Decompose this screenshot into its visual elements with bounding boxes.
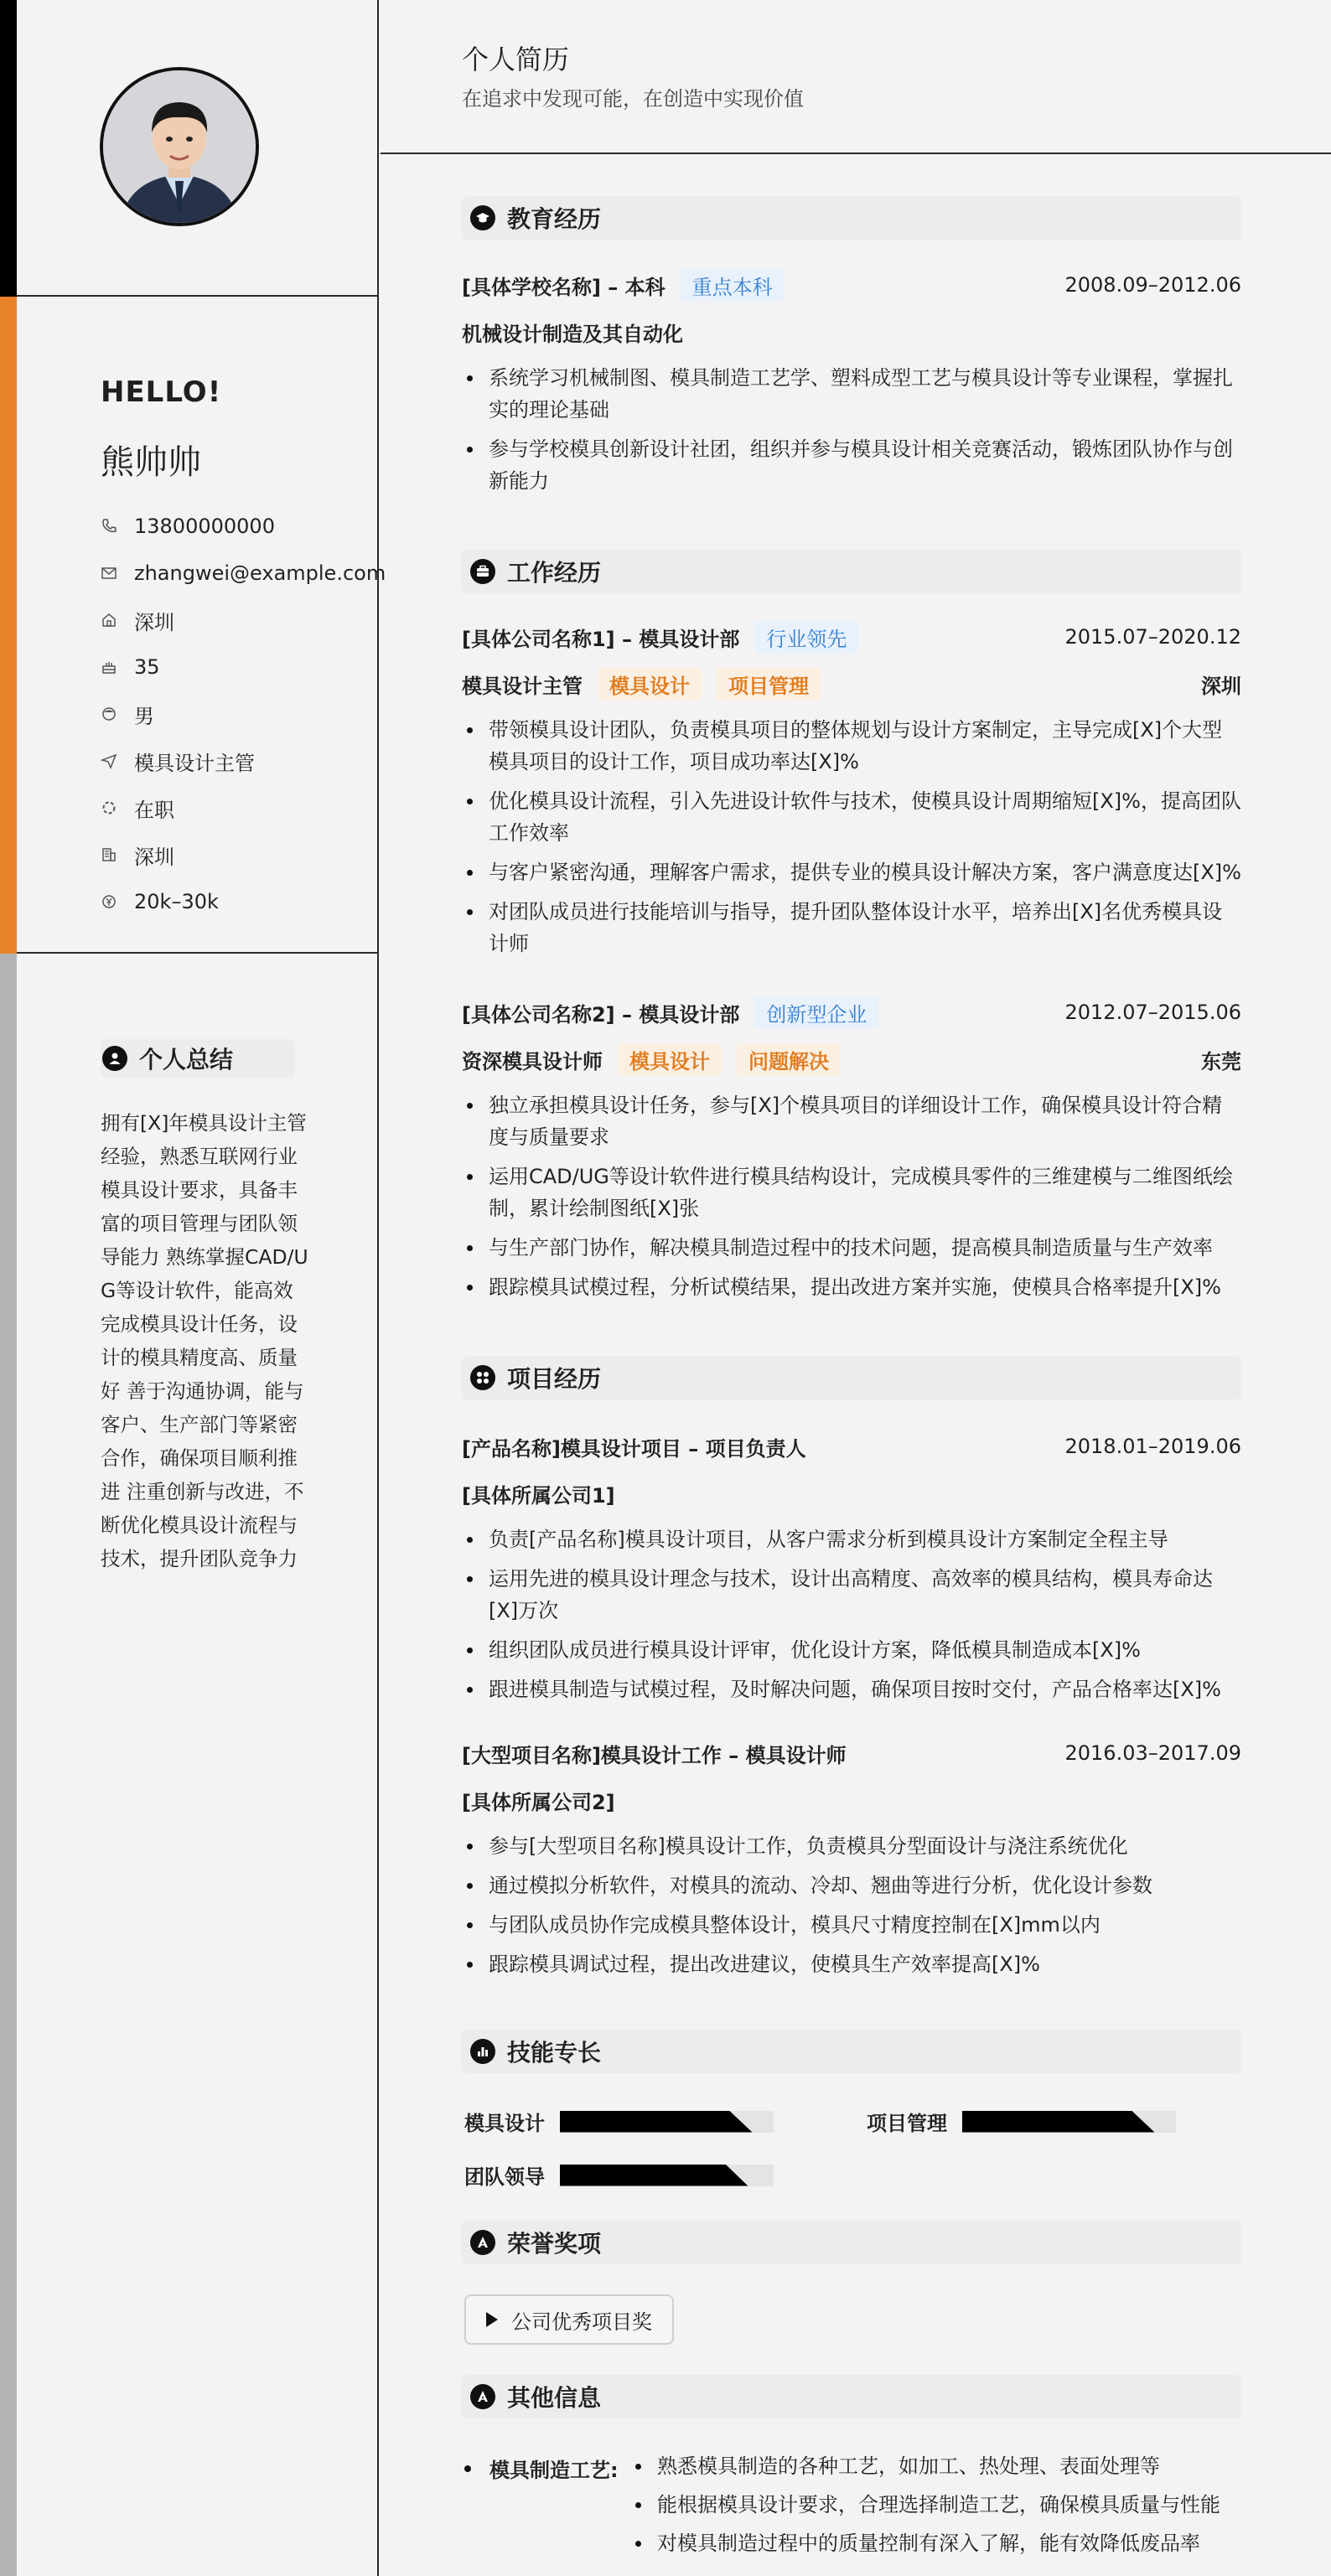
section-education-heading bbox=[462, 196, 1241, 240]
list-item: 对团队成员进行技能培训与指导，提升团队整体设计水平，培养出[X]名优秀模具设计师 bbox=[462, 896, 1241, 960]
edge-stripe-orange bbox=[0, 297, 17, 954]
section-title: 荣誉奖项 bbox=[507, 2230, 602, 2258]
other-label bbox=[464, 2454, 619, 2483]
list-item: 运用CAD/UG等设计软件进行模具结构设计，完成模具零件的三维建模与二维图纸绘制，累计绘制图纸[X]张 bbox=[462, 1161, 1241, 1224]
list-item: 独立承担模具设计任务，参与[X]个模具项目的详细设计工作，确保模具设计符合精度与质量要求 bbox=[462, 1089, 1241, 1153]
skill-bar bbox=[962, 2111, 1176, 2133]
project-name: [大型项目名称]模具设计工作 – 模具设计师 bbox=[462, 1743, 847, 1767]
contact-text: 深圳 bbox=[134, 610, 174, 634]
section-title: 教育经历 bbox=[507, 205, 602, 233]
list-item: 能根据模具设计要求，合理选择制造工艺，确保模具质量与性能 bbox=[630, 2485, 1220, 2524]
section-projects-heading bbox=[462, 1356, 1241, 1399]
list-item: 对模具制造过程中的质量控制有深入了解，能有效降低废品率 bbox=[630, 2524, 1220, 2563]
skill-bar-fill bbox=[560, 2165, 748, 2186]
job-bullets bbox=[462, 1089, 1241, 1311]
company-tag: 创新型企业 bbox=[754, 996, 878, 1029]
list-item: 与团队成员协作完成模具整体设计，模具尺寸精度控制在[X]mm以内 bbox=[462, 1909, 1241, 1941]
list-item: 与客户紧密沟通，理解客户需求，提供专业的模具设计解决方案，客户满意度达[X]% bbox=[462, 856, 1241, 888]
list-item: 运用先进的模具设计理念与技术，设计出高精度、高效率的模具结构，模具寿命达[X]万次 bbox=[462, 1563, 1241, 1627]
page-title: 个人简历 bbox=[462, 44, 570, 75]
project-bullets bbox=[462, 1830, 1241, 1988]
summary-heading bbox=[101, 1039, 295, 1078]
summary-text: 拥有[X]年模具设计主管经验，熟悉互联网行业模具设计要求，具备丰富的项目管理与团队领导能力 熟练掌握CAD/UG等设计软件，能高效完成模具设计任务，设计的模具精度高、质量好 善于沟通协调，能与客户、生产部门等紧密合作，确保项目顺利推进 注重创新与改进，不断优化模具设计流程与技术，提升团队竞争力 bbox=[101, 1111, 308, 1570]
section-title: 项目经历 bbox=[507, 1365, 602, 1393]
list-item: 系统学习机械制图、模具制造工艺学、塑料成型工艺与模具设计等专业课程，掌握扎实的理论基础 bbox=[462, 362, 1241, 426]
avatar-portrait-icon bbox=[103, 70, 256, 223]
contact-gender bbox=[101, 691, 386, 737]
contact-text: 35 bbox=[134, 655, 160, 679]
contact-list bbox=[101, 503, 386, 925]
contact-text: 深圳 bbox=[134, 845, 174, 869]
skill-name: 模具设计 bbox=[464, 2112, 545, 2135]
project-bullets bbox=[462, 1523, 1241, 1713]
school-name: [具体学校名称] – 本科 bbox=[462, 275, 666, 299]
cake-icon bbox=[101, 659, 134, 675]
project-date: 2016.03–2017.09 bbox=[1064, 1741, 1241, 1765]
contact-email bbox=[101, 550, 386, 597]
graduation-cap-icon bbox=[470, 205, 495, 230]
other-label-text: 模具制造工艺: bbox=[489, 2459, 619, 2482]
contact-salary bbox=[101, 878, 386, 925]
main-content bbox=[381, 0, 1331, 2576]
list-item: 通过模拟分析软件，对模具的流动、冷却、翘曲等进行分析，优化设计参数 bbox=[462, 1870, 1241, 1901]
job-header-row bbox=[462, 997, 1241, 1027]
gender-icon bbox=[101, 706, 134, 722]
skill-item bbox=[464, 2107, 774, 2136]
skill-name: 项目管理 bbox=[867, 2112, 947, 2135]
job-date: 2012.07–2015.06 bbox=[1064, 1001, 1241, 1024]
skill-name: 团队领导 bbox=[464, 2165, 545, 2189]
job-city: 东莞 bbox=[1201, 1049, 1241, 1073]
education-header-row bbox=[462, 270, 1241, 300]
education-date: 2008.09–2012.06 bbox=[1064, 273, 1241, 297]
project-company: [具体所属公司1] bbox=[462, 1483, 615, 1508]
summary-title: 个人总结 bbox=[139, 1046, 234, 1073]
play-icon bbox=[486, 2312, 498, 2327]
section-title: 工作经历 bbox=[507, 559, 602, 587]
job-position-row bbox=[462, 1044, 1241, 1074]
job-position: 模具设计主管 bbox=[462, 674, 583, 698]
section-skills-heading bbox=[462, 2030, 1241, 2073]
education-bullets bbox=[462, 362, 1241, 504]
contact-phone bbox=[101, 503, 386, 550]
skill-bar-fill bbox=[962, 2111, 1155, 2133]
sidebar bbox=[17, 0, 386, 2576]
education-major: 机械设计制造及其自动化 bbox=[462, 322, 683, 346]
page-subtitle: 在追求中发现可能，在创造中实现价值 bbox=[462, 87, 804, 111]
skill-item bbox=[464, 2160, 774, 2190]
list-item: 跟踪模具调试过程，提出改进建议，使模具生产效率提高[X]% bbox=[462, 1948, 1241, 1980]
skill-tag: 问题解决 bbox=[737, 1043, 841, 1076]
education-tag: 重点本科 bbox=[681, 269, 785, 302]
job-city: 深圳 bbox=[1201, 674, 1241, 698]
person-name: 熊帅帅 bbox=[101, 443, 201, 482]
skill-bar bbox=[560, 2165, 774, 2186]
skill-tag: 项目管理 bbox=[717, 668, 821, 701]
avatar bbox=[100, 67, 259, 226]
mail-icon bbox=[101, 565, 134, 582]
contact-text: 在职 bbox=[134, 798, 174, 822]
contact-age bbox=[101, 644, 386, 691]
award-label: 公司优秀项目奖 bbox=[511, 2310, 652, 2334]
bar-chart-icon bbox=[470, 2039, 495, 2064]
building-icon bbox=[101, 846, 134, 863]
list-item: 参与学校模具创新设计社团，组织并参与模具设计相关竞赛活动，锻炼团队协作与创新能力 bbox=[462, 433, 1241, 497]
contact-text: 男 bbox=[134, 704, 154, 728]
company-tag: 行业领先 bbox=[754, 621, 858, 654]
contact-status bbox=[101, 784, 386, 831]
edge-stripe-black bbox=[0, 0, 17, 297]
award-icon bbox=[470, 2230, 495, 2255]
section-awards-heading bbox=[462, 2221, 1241, 2264]
phone-icon bbox=[101, 518, 134, 535]
skill-tag: 模具设计 bbox=[598, 668, 702, 701]
status-icon bbox=[101, 799, 134, 816]
user-icon bbox=[102, 1046, 127, 1071]
header-divider bbox=[381, 153, 1331, 154]
contact-text: 13800000000 bbox=[134, 515, 275, 538]
job-position: 资深模具设计师 bbox=[462, 1049, 603, 1073]
contact-text: 模具设计主管 bbox=[134, 751, 255, 775]
list-item: 跟踪模具试模过程，分析试模结果，提出改进方案并实施，使模具合格率提升[X]% bbox=[462, 1271, 1241, 1303]
list-item: 组织团队成员进行模具设计评审，优化设计方案，降低模具制造成本[X]% bbox=[462, 1634, 1241, 1666]
sidebar-divider bbox=[17, 295, 379, 297]
section-title: 技能专长 bbox=[507, 2039, 602, 2066]
project-company: [具体所属公司2] bbox=[462, 1790, 615, 1814]
project-name: [产品名称]模具设计项目 – 项目负责人 bbox=[462, 1436, 806, 1461]
project-date: 2018.01–2019.06 bbox=[1064, 1435, 1241, 1458]
skill-tag: 模具设计 bbox=[618, 1043, 722, 1076]
job-header-row bbox=[462, 622, 1241, 652]
skill-bar bbox=[560, 2111, 774, 2133]
contact-text: zhangwei@example.com bbox=[134, 561, 386, 585]
hello-heading: HELLO! bbox=[101, 375, 222, 409]
project-header-row bbox=[462, 1431, 1241, 1461]
contact-text: 20k–30k bbox=[134, 890, 219, 913]
section-work-heading bbox=[462, 550, 1241, 593]
list-item: 负责[产品名称]模具设计项目，从客户需求分析到模具设计方案制定全程主导 bbox=[462, 1523, 1241, 1555]
sidebar-divider bbox=[17, 952, 379, 954]
home-icon bbox=[101, 612, 134, 628]
list-item: 跟进模具制造与试模过程，及时解决问题，确保项目按时交付，产品合格率达[X]% bbox=[462, 1673, 1241, 1705]
job-bullets bbox=[462, 714, 1241, 967]
list-item: 带领模具设计团队，负责模具项目的整体规划与设计方案制定，主导完成[X]个大型模具项目的设计工作，项目成功率达[X]% bbox=[462, 714, 1241, 778]
job-position-row bbox=[462, 669, 1241, 699]
skill-item bbox=[867, 2107, 1176, 2136]
list-item: 参与[大型项目名称]模具设计工作，负责模具分型面设计与浇注系统优化 bbox=[462, 1830, 1241, 1862]
contact-home bbox=[101, 597, 386, 644]
grid-icon bbox=[470, 1365, 495, 1390]
contact-position bbox=[101, 737, 386, 784]
bullet-dot bbox=[464, 2465, 471, 2472]
briefcase-icon bbox=[470, 559, 495, 584]
skill-bar-fill bbox=[560, 2111, 753, 2133]
section-other-heading bbox=[462, 2375, 1241, 2418]
company-name: [具体公司名称1] – 模具设计部 bbox=[462, 627, 740, 651]
send-icon bbox=[101, 753, 134, 769]
info-icon bbox=[470, 2384, 495, 2409]
contact-workplace bbox=[101, 831, 386, 878]
job-date: 2015.07–2020.12 bbox=[1064, 625, 1241, 649]
list-item: 与生产部门协作，解决模具制造过程中的技术问题，提高模具制造质量与生产效率 bbox=[462, 1232, 1241, 1264]
section-title: 其他信息 bbox=[507, 2384, 602, 2412]
company-name: [具体公司名称2] – 模具设计部 bbox=[462, 1002, 740, 1027]
project-header-row bbox=[462, 1738, 1241, 1768]
other-list bbox=[630, 2447, 1220, 2563]
edge-stripe-gray bbox=[0, 954, 17, 2576]
salary-icon bbox=[101, 893, 134, 910]
list-item: 熟悉模具制造的各种工艺，如加工、热处理、表面处理等 bbox=[630, 2447, 1220, 2485]
award-item-button[interactable] bbox=[464, 2294, 674, 2345]
list-item: 优化模具设计流程，引入先进设计软件与技术，使模具设计周期缩短[X]%，提高团队工作效率 bbox=[462, 785, 1241, 849]
